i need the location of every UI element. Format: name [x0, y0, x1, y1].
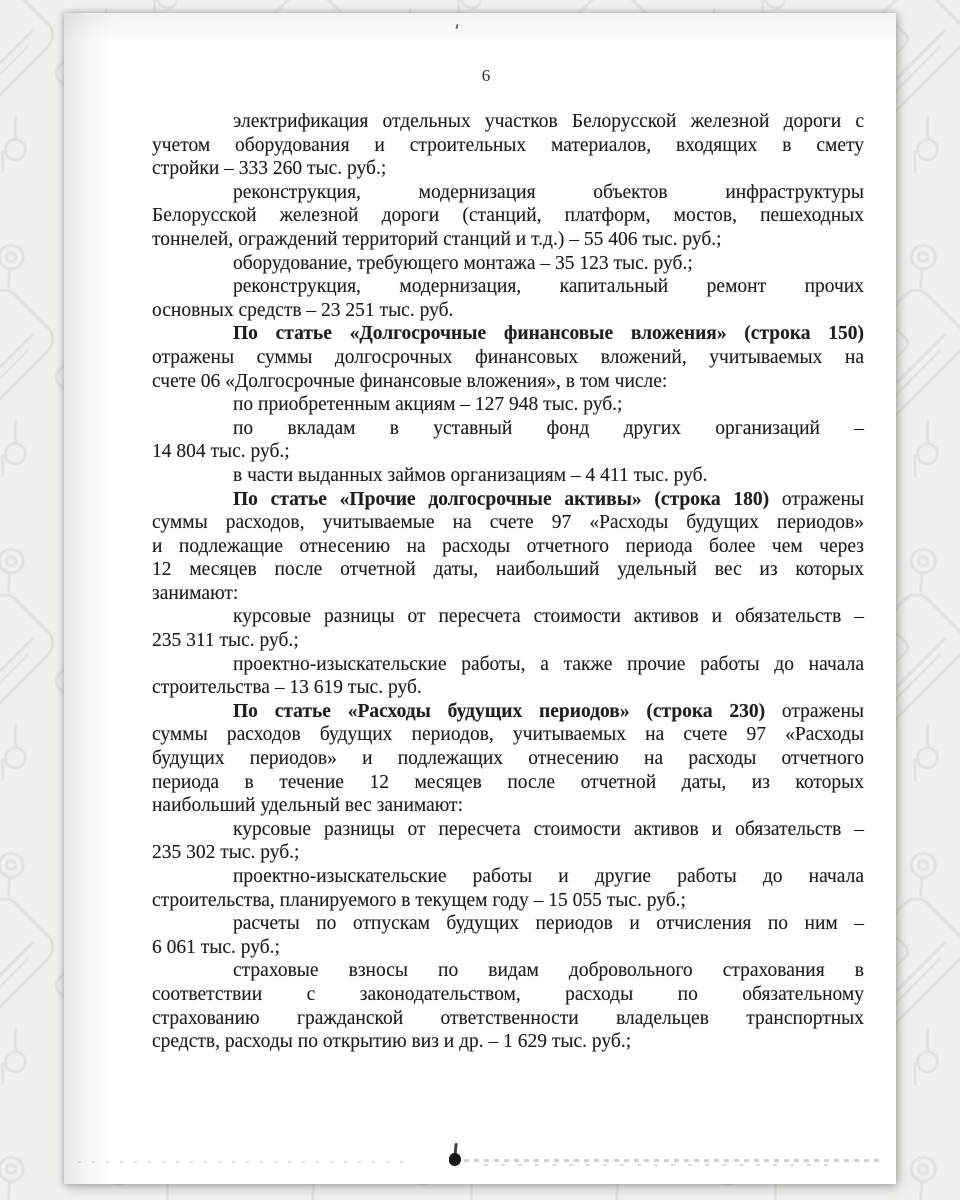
scan-noise-line — [464, 1159, 880, 1162]
text-line: страховые взносы по видам добровольного страхования в — [233, 960, 864, 982]
text-line: отражены суммы долгосрочных финансовых вложений, учитываемых на — [152, 346, 864, 368]
paragraph — [152, 417, 864, 464]
text-line: в части выданных займов организациям – 4 411 тыс. руб. — [233, 464, 708, 486]
text-line: расчеты по отпускам будущих периодов и отчисления по ним – — [233, 913, 864, 935]
text-line: тоннелей, ограждений территорий станций и т.д.) – 55 406 тыс. руб.; — [152, 228, 722, 250]
text-line: наибольший удельный вес занимают: — [152, 795, 464, 817]
scan-speck-artifact — [455, 24, 458, 29]
text-line: оборудование, требующего монтажа – 35 123 тыс. руб.; — [233, 252, 693, 274]
paragraph — [152, 605, 864, 652]
text-line: основных средств – 23 251 тыс. руб. — [152, 299, 454, 321]
text-line: по приобретенным акциям – 127 948 тыс. руб.; — [233, 394, 623, 416]
text-line: счете 06 «Долгосрочные финансовые вложения», в том числе: — [152, 370, 668, 392]
text-line: Белорусской железной дороги (станций, платформ, мостов, пешеходных — [152, 205, 864, 227]
text-line: стройки – 333 260 тыс. руб.; — [152, 158, 387, 180]
text-line: строительства – 13 619 тыс. руб. — [152, 677, 422, 699]
text-line: строительства, планируемого в текущем году – 15 055 тыс. руб.; — [152, 889, 686, 911]
text-line: соответствии с законодательством, расходы по обязательному — [152, 983, 864, 1005]
text-line: реконструкция, модернизация объектов инфраструктуры — [233, 181, 864, 203]
text-line: 14 804 тыс. руб.; — [152, 441, 290, 463]
text-line: 235 302 тыс. руб.; — [152, 842, 300, 864]
paragraph — [152, 464, 864, 488]
paragraph — [152, 700, 864, 818]
paragraph — [152, 653, 864, 700]
text-line: средств, расходы по открытию виз и др. – 1 629 тыс. руб.; — [152, 1031, 632, 1053]
text-line: 12 месяцев после отчетной даты, наибольший удельный вес из которых — [152, 559, 864, 581]
scanned-document-page — [64, 13, 896, 1184]
text-line: проектно-изыскательские работы, а также прочие работы до начала — [233, 653, 864, 675]
paragraph — [152, 252, 864, 276]
paragraph — [152, 275, 864, 322]
text-line: периода в течение 12 месяцев после отчетной даты, из которых — [152, 771, 864, 793]
text-block — [152, 110, 864, 1054]
paragraph — [152, 865, 864, 912]
paragraph — [152, 181, 864, 252]
text-line: суммы расходов будущих периодов, учитываемых на счете 97 «Расходы — [152, 724, 864, 746]
text-line: по вкладам в уставный фонд других организаций – — [233, 417, 864, 439]
text-line: 235 311 тыс. руб.; — [152, 630, 299, 652]
text-line: реконструкция, модернизация, капитальный ремонт прочих — [233, 276, 864, 298]
paragraph — [152, 110, 864, 181]
text-line: занимают: — [152, 582, 239, 604]
text-line: учетом оборудования и строительных материалов, входящих в смету — [152, 134, 864, 156]
paragraph — [152, 393, 864, 417]
text-line: курсовые разницы от пересчета стоимости активов и обязательств – — [233, 818, 864, 840]
page-number: 6 — [481, 66, 491, 85]
ink-blot-artifact — [448, 1152, 461, 1166]
text-line: суммы расходов, учитываемые на счете 97 «Расходы будущих периодов» — [152, 512, 864, 534]
text-line: будущих периодов» и подлежащих отнесению на расходы отчетного — [152, 748, 864, 770]
paragraph — [152, 959, 864, 1053]
text-line: По статье «Расходы будущих периодов» (строка 230) отражены — [233, 700, 864, 722]
paragraph — [152, 818, 864, 865]
text-line: курсовые разницы от пересчета стоимости активов и обязательств – — [233, 606, 864, 628]
text-line: проектно-изыскательские работы и другие работы до начала — [233, 866, 864, 887]
paragraph — [152, 912, 864, 959]
text-line: электрификация отдельных участков Белорусской железной дороги с — [233, 111, 864, 132]
paragraph — [152, 488, 864, 606]
scan-noise-line — [78, 1161, 408, 1163]
text-line: По статье «Прочие долгосрочные активы» (строка 180) отражены — [233, 488, 864, 510]
paragraph — [152, 322, 864, 393]
text-line: 6 061 тыс. руб.; — [152, 936, 280, 958]
text-line: и подлежащие отнесению на расходы отчетного периода более чем через — [152, 535, 864, 557]
text-line: страхованию гражданской ответственности владельцев транспортных — [152, 1007, 864, 1029]
text-line: По статье «Долгосрочные финансовые вложения» (строка 150) — [233, 323, 864, 345]
